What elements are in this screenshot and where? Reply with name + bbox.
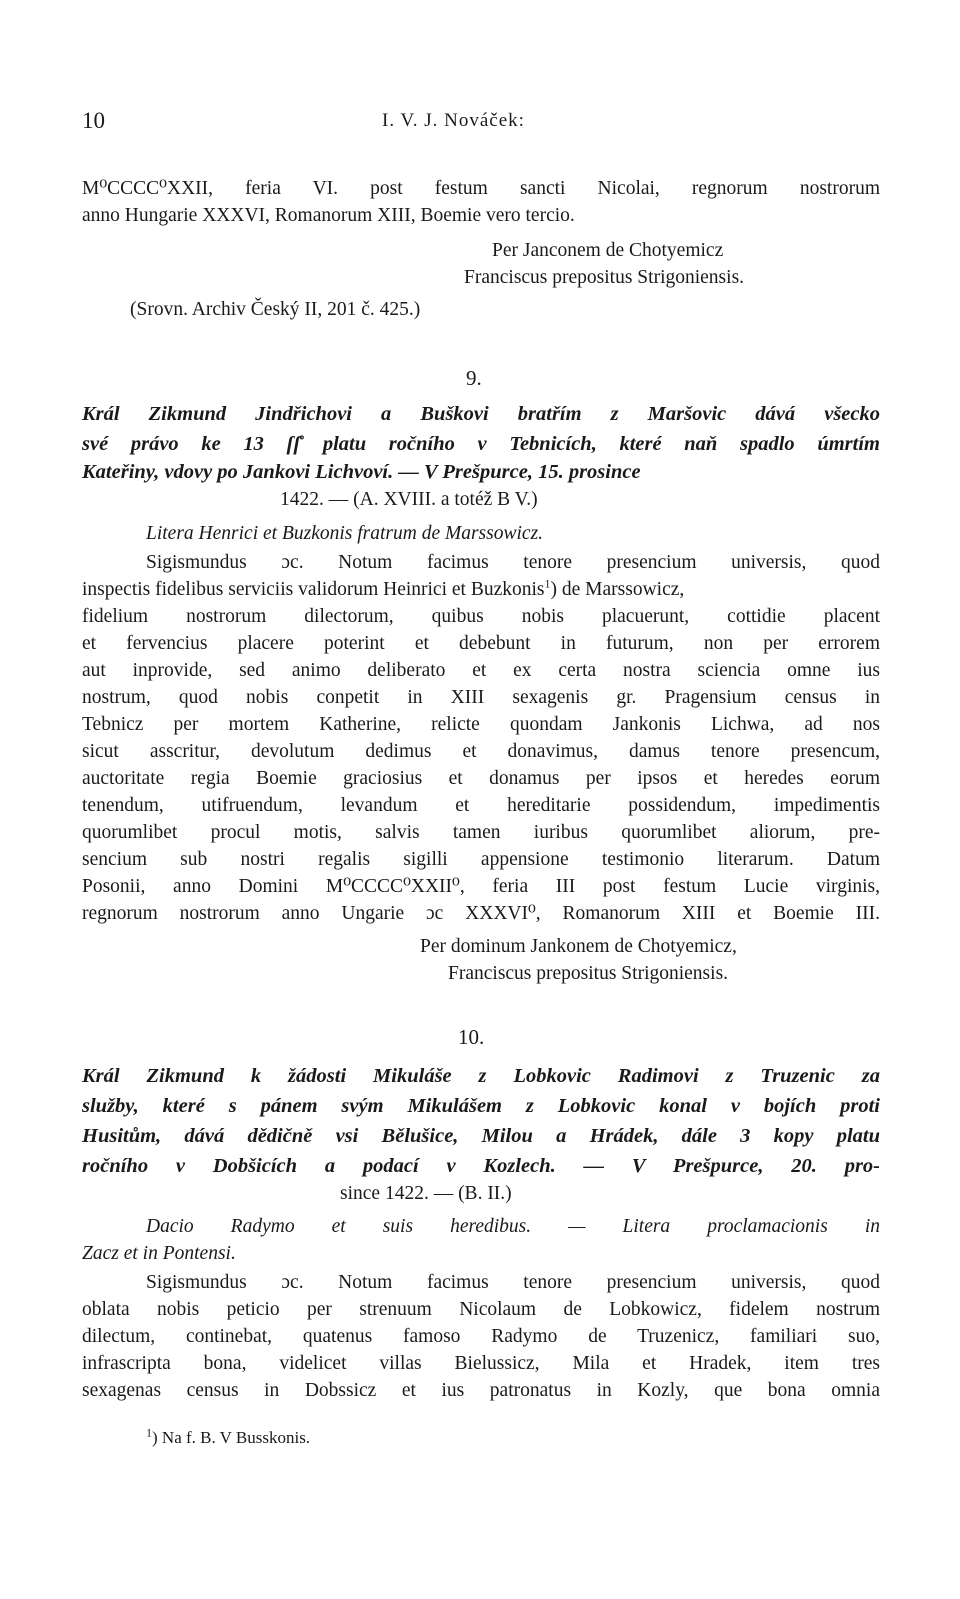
doc10-rubric-line-2: Zacz et in Pontensi. bbox=[82, 1243, 236, 1264]
doc10-regest-line-3: Husitům, dává dědičně vsi Bělušice, Milou a Hrádek, dále 3 kopy platu bbox=[82, 1125, 880, 1147]
footnote-marker: 1 bbox=[146, 1425, 152, 1440]
doc9-body-line-7: Tebnicz per mortem Katherine, relicte quondam Jankonis Lichwa, ad nos bbox=[82, 714, 880, 735]
doc10-regest-line-1: Král Zikmund k žádosti Mikuláše z Lobkovic Radimovi z Truzenic za bbox=[82, 1065, 880, 1087]
doc10-regest-line-4: ročního v Dobšicích a podací v Kozlech. — V Prešpurce, 20. pro- bbox=[82, 1155, 880, 1177]
doc10-body-line-5: sexagenas census in Dobssicz et ius patronatus in Kozly, que bona omnia bbox=[82, 1380, 880, 1401]
doc10-body-line-4: infrascripta bona, videlicet villas Bielussicz, Mila et Hradek, item tres bbox=[82, 1353, 880, 1374]
doc9-body-line-1: Sigismundus ɔc. Notum facimus tenore presencium universis, quod bbox=[146, 552, 880, 573]
doc9-body-line-4: et fervencius placere poterint et debebunt in futurum, non per errorem bbox=[82, 633, 880, 654]
doc10-regest-line-2: služby, které s pánem svým Mikulášem z Lobkovic konal v bojích proti bbox=[82, 1095, 880, 1117]
footnote-text: ) Na f. B. V Busskonis. bbox=[152, 1428, 311, 1447]
doc9-body-line-11: quorumlibet procul motis, salvis tamen iuribus quorumlibet aliorum, pre- bbox=[82, 822, 880, 843]
doc10-body-line-3: dilectum, continebat, quatenus famoso Radymo de Truzenicz, familiari suo, bbox=[82, 1326, 880, 1347]
doc9-regest-line-4: 1422. — (A. XVIII. a totéž B V.) bbox=[280, 489, 538, 510]
doc10-body-line-1: Sigismundus ɔc. Notum facimus tenore presencium universis, quod bbox=[146, 1272, 880, 1293]
doc9-body-line-14: regnorum nostrorum anno Ungarie ɔc XXXVI⁰, Romanorum XIII et Boemie III. bbox=[82, 903, 880, 924]
doc9-body-line-5: aut inprovide, sed animo deliberato et ex certa nostra sciencia omne ius bbox=[82, 660, 880, 681]
doc9-number: 9. bbox=[466, 366, 482, 390]
doc8-reference: (Srovn. Archiv Český II, 201 č. 425.) bbox=[130, 299, 421, 320]
doc8-line-1: M⁰CCCC⁰XXII, feria VI. post festum sancti Nicolai, regnorum nostrorum bbox=[82, 178, 880, 199]
doc9-body-line-3: fidelium nostrorum dilectorum, quibus nobis placuerunt, cottidie placent bbox=[82, 606, 880, 627]
doc9-regest-line-1: Král Zikmund Jindřichovi a Buškovi bratřím z Maršovic dává všecko bbox=[82, 403, 880, 425]
doc8-line-2: anno Hungarie XXXVI, Romanorum XIII, Boemie vero tercio. bbox=[82, 205, 575, 226]
doc9-body-line-12: sencium sub nostri regalis sigilli appensione testimonio literarum. Datum bbox=[82, 849, 880, 870]
doc9-body-line-10: tenendum, utifruendum, levandum et hereditarie possidendum, impedimentis bbox=[82, 795, 880, 816]
doc9-rubric: Litera Henrici et Buzkonis fratrum de Marssowicz. bbox=[146, 523, 544, 544]
doc9-signature-2: Franciscus prepositus Strigoniensis. bbox=[448, 963, 729, 984]
doc9-body-line-6: nostrum, quod nobis conpetit in XIII sexagenis gr. Pragensium census in bbox=[82, 687, 880, 708]
doc9-signature-1: Per dominum Jankonem de Chotyemicz, bbox=[420, 936, 737, 957]
doc9-body-line-2: inspectis fidelibus serviciis validorum Heinrici et Buzkonis$^1$) de Marssowicz, bbox=[82, 576, 685, 600]
footnote bbox=[146, 1425, 311, 1448]
doc10-rubric-line-1: Dacio Radymo et suis heredibus. — Litera proclamacionis in bbox=[146, 1216, 880, 1237]
page-number: 10 bbox=[82, 108, 105, 133]
footnote-ref: 1 bbox=[544, 576, 551, 591]
doc9-regest-line-3: Kateřiny, vdovy po Jankovi Lichvoví. — V Prešpurce, 15. prosince bbox=[82, 461, 641, 483]
doc9-body-line-8: sicut asscritur, devolutum dedimus et donavimus, damus tenore presencum, bbox=[82, 741, 880, 762]
doc9-regest-line-2: své právo ke 13 ſſ̊ platu ročního v Tebnicích, které naň spadlo úmrtím bbox=[82, 433, 880, 455]
doc9-body-line-9: auctoritate regia Boemie graciosius et donamus per ipsos et heredes eorum bbox=[82, 768, 880, 789]
doc9-body-line-13: Posonii, anno Domini M⁰CCCC⁰XXII⁰, feria III post festum Lucie virginis, bbox=[82, 876, 880, 897]
doc10-body-line-2: oblata nobis peticio per strenuum Nicolaum de Lobkowicz, fidelem nostrum bbox=[82, 1299, 880, 1320]
doc10-regest-line-5: since 1422. — (B. II.) bbox=[340, 1183, 512, 1204]
running-title: I. V. J. Nováček: bbox=[382, 110, 525, 131]
doc10-number: 10. bbox=[458, 1025, 485, 1049]
doc8-signature-1: Per Janconem de Chotyemicz bbox=[492, 240, 724, 261]
doc8-signature-2: Franciscus prepositus Strigoniensis. bbox=[464, 267, 745, 288]
